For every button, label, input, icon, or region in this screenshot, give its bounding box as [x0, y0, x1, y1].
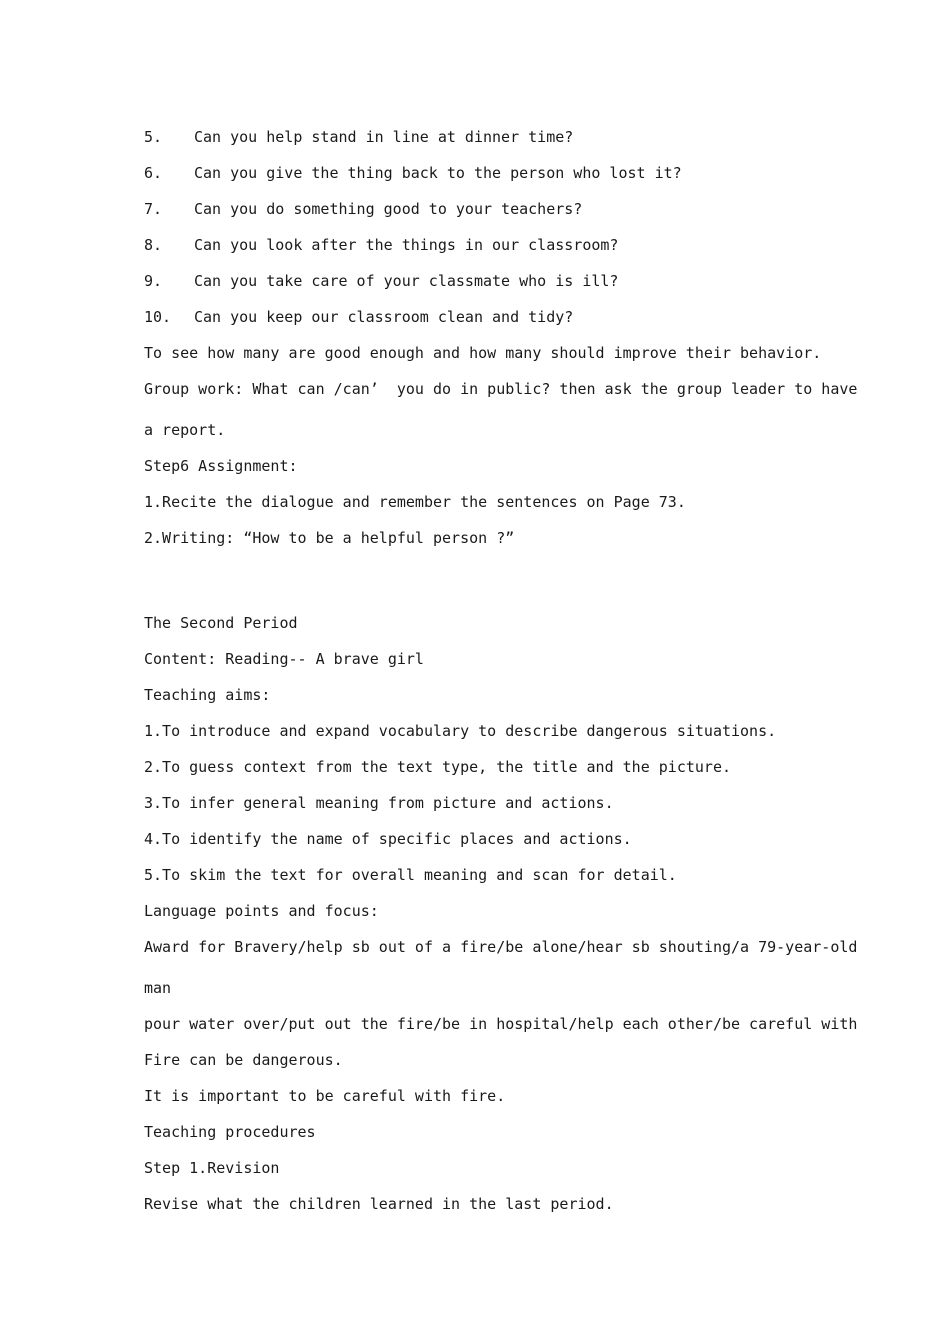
question-text: Can you do something good to your teachers? — [194, 200, 583, 218]
content-line: Content: Reading-- A brave girl — [144, 650, 424, 668]
question-text: Can you look after the things in our classroom? — [194, 236, 619, 254]
question-item — [144, 163, 682, 183]
question-number: 7. — [144, 200, 163, 218]
assignment-item: 2.Writing: “How to be a helpful person ?” — [144, 529, 515, 547]
question-item — [144, 127, 573, 147]
section-title: The Second Period — [144, 614, 298, 632]
question-text: Can you take care of your classmate who is ill? — [194, 272, 619, 290]
revise-line: Revise what the children learned in the last period. — [144, 1195, 614, 1213]
question-item — [144, 307, 573, 327]
question-number: 8. — [144, 236, 163, 254]
aim-item: 2.To guess context from the text type, the title and the picture. — [144, 758, 731, 776]
question-number: 6. — [144, 164, 163, 182]
aim-item: 1.To introduce and expand vocabulary to describe dangerous situations. — [144, 722, 777, 740]
sentence-line: Fire can be dangerous. — [144, 1051, 343, 1069]
question-text: Can you help stand in line at dinner time? — [194, 128, 574, 146]
question-number: 9. — [144, 272, 163, 290]
question-item — [144, 235, 618, 255]
aims-heading: Teaching aims: — [144, 686, 271, 704]
question-item — [144, 271, 618, 291]
phrases-line: man — [144, 979, 172, 997]
aim-item: 5.To skim the text for overall meaning and scan for detail. — [144, 866, 677, 884]
group-work-line1: Group work: What can /can’ you do in public? then ask the group leader to have — [144, 380, 858, 398]
assignment-item: 1.Recite the dialogue and remember the sentences on Page 73. — [144, 493, 686, 511]
improve-note: To see how many are good enough and how many should improve their behavior. — [144, 344, 822, 362]
assignment-heading: Step6 Assignment: — [144, 457, 298, 475]
aim-item: 4.To identify the name of specific places and actions. — [144, 830, 632, 848]
question-number: 5. — [144, 128, 163, 146]
question-number: 10. — [144, 308, 172, 326]
procedures-heading: Teaching procedures — [144, 1123, 316, 1141]
language-heading: Language points and focus: — [144, 902, 379, 920]
phrases-line: pour water over/put out the fire/be in hospital/help each other/be careful with — [144, 1015, 858, 1033]
question-text: Can you keep our classroom clean and tidy? — [194, 308, 574, 326]
question-text: Can you give the thing back to the person who lost it? — [194, 164, 682, 182]
phrases-line: Award for Bravery/help sb out of a fire/be alone/hear sb shouting/a 79-year-old — [144, 938, 858, 956]
question-item — [144, 199, 582, 219]
step-heading: Step 1.Revision — [144, 1159, 280, 1177]
sentence-line: It is important to be careful with fire. — [144, 1087, 506, 1105]
group-work-line2: a report. — [144, 421, 226, 439]
aim-item: 3.To infer general meaning from picture and actions. — [144, 794, 614, 812]
